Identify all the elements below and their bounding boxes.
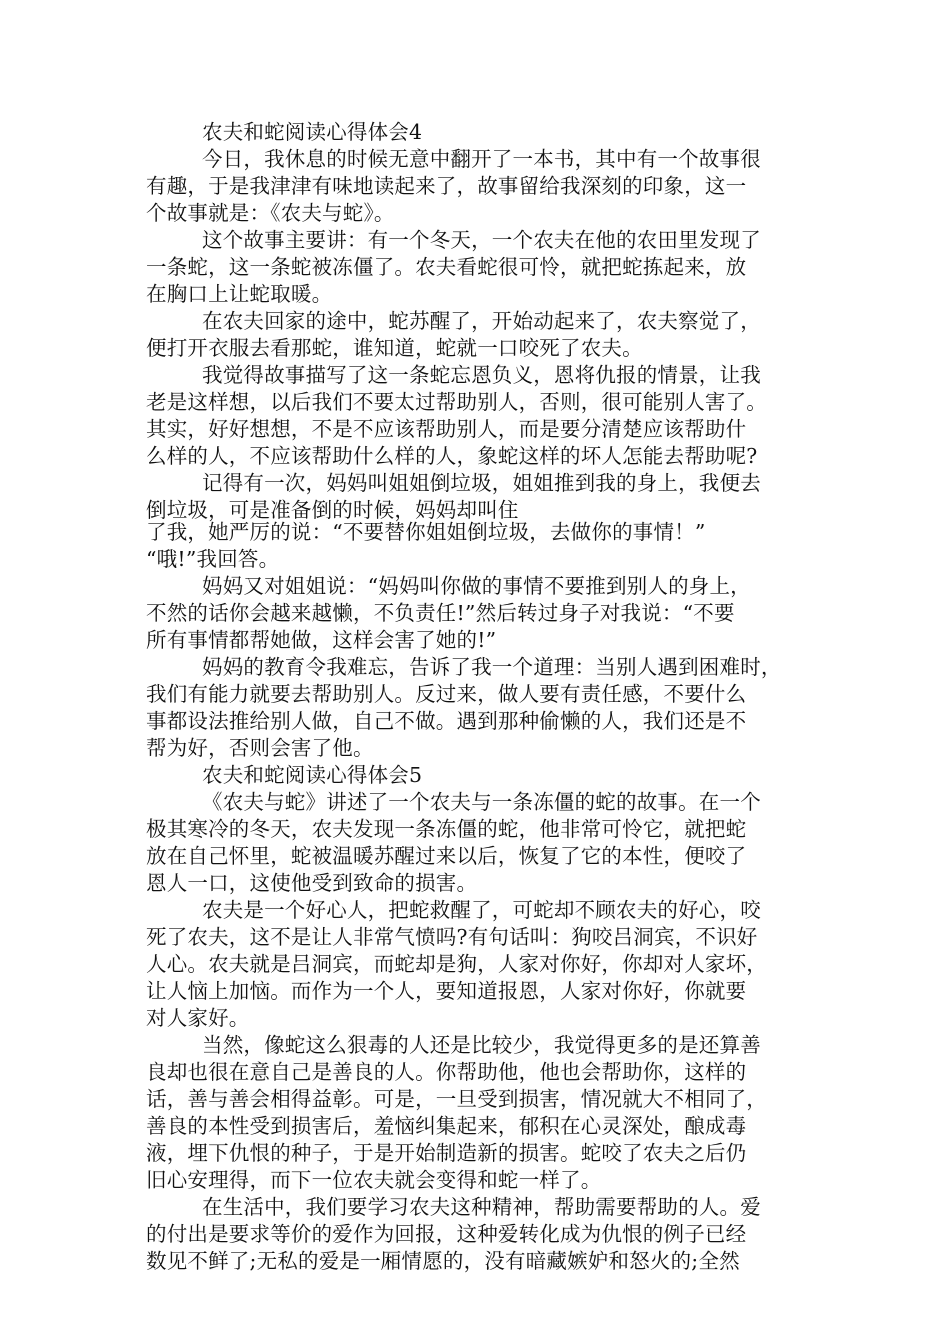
text-line: 放在自己怀里，蛇被温暖苏醒过来以后，恢复了它的本性，便咬了 <box>146 844 747 868</box>
text-line: 个故事就是：《农夫与蛇》。 <box>146 201 395 225</box>
text-line: 良却也很在意自己是善良的人。你帮助他，他也会帮助你，这样的 <box>146 1060 747 1084</box>
text-line: 极其寒冷的冬天，农夫发现一条冻僵的蛇，他非常可怜它，就把蛇 <box>146 817 747 841</box>
text-line: 在生活中，我们要学习农夫这种精神，帮助需要帮助的人。爱 <box>202 1195 761 1219</box>
text-line: 的付出是要求等价的爱作为回报，这种爱转化成为仇恨的例子已经 <box>146 1222 747 1246</box>
text-line: 在胸口上让蛇取暖。 <box>146 282 333 306</box>
text-line: 了我，她严厉的说：“不要替你姐姐倒垃圾，去做你的事情！” <box>146 520 706 544</box>
text-line: 妈妈又对姐姐说：“妈妈叫你做的事情不要推到别人的身上， <box>202 574 751 598</box>
text-line: 么样的人，不应该帮助什么样的人，象蛇这样的坏人怎能去帮助呢? <box>146 444 758 468</box>
text-line: 在农夫回家的途中，蛇苏醒了，开始动起来了，农夫察觉了， <box>202 309 761 333</box>
text-line: 恩人一口，这使他受到致命的损害。 <box>146 871 478 895</box>
text-block-2 <box>146 519 836 1275</box>
text-block-1 <box>146 119 836 524</box>
text-line: 倒垃圾，可是准备倒的时候，妈妈却叫住 <box>146 498 519 522</box>
text-line: 帮为好，否则会害了他。 <box>146 736 374 760</box>
text-line: 对人家好。 <box>146 1006 250 1030</box>
text-line: 话，善与善会相得益彰。可是，一旦受到损害，情况就大不相同了， <box>146 1087 767 1111</box>
text-line: 所有事情都帮她做，这样会害了她的!” <box>146 628 497 652</box>
text-line: 人心。农夫就是吕洞宾，而蛇却是狗，人家对你好，你却对人家坏， <box>146 952 767 976</box>
text-line: 这个故事主要讲：有一个冬天，一个农夫在他的农田里发现了 <box>202 228 761 252</box>
text-line: 不然的话你会越来越懒，不负责任!”然后转过身子对我说：“不要 <box>146 601 735 625</box>
text-line: 今日，我休息的时候无意中翻开了一本书，其中有一个故事很 <box>202 147 761 171</box>
text-line: 妈妈的教育令我难忘，告诉了我一个道理：当别人遇到困难时， <box>202 655 782 679</box>
text-line: “哦!”我回答。 <box>146 547 280 571</box>
text-line: 有趣，于是我津津有味地读起来了，故事留给我深刻的印象，这一 <box>146 174 747 198</box>
text-line: 善良的本性受到损害后，羞恼纠集起来，郁积在心灵深处，酿成毒 <box>146 1114 747 1138</box>
text-line: 我们有能力就要去帮助别人。反过来，做人要有责任感，不要什么 <box>146 682 747 706</box>
text-line: 数见不鲜了;无私的爱是一厢情愿的，没有暗藏嫉妒和怒火的;全然 <box>146 1249 740 1273</box>
text-line: 便打开衣服去看那蛇，谁知道，蛇就一口咬死了农夫。 <box>146 336 643 360</box>
text-line: 让人恼上加恼。而作为一个人，要知道报恩，人家对你好，你就要 <box>146 979 747 1003</box>
text-line: 我觉得故事描写了这一条蛇忘恩负义，恩将仇报的情景，让我 <box>202 363 761 387</box>
text-line: 当然，像蛇这么狠毒的人还是比较少，我觉得更多的是还算善 <box>202 1033 761 1057</box>
text-line: 液，埋下仇恨的种子，于是开始制造新的损害。蛇咬了农夫之后仍 <box>146 1141 747 1165</box>
text-line: 农夫是一个好心人，把蛇救醒了，可蛇却不顾农夫的好心，咬 <box>202 898 761 922</box>
text-line: 一条蛇，这一条蛇被冻僵了。农夫看蛇很可怜，就把蛇拣起来，放 <box>146 255 747 279</box>
text-line: 《农夫与蛇》讲述了一个农夫与一条冻僵的蛇的故事。在一个 <box>202 790 761 814</box>
text-line: 旧心安理得，而下一位农夫就会变得和蛇一样了。 <box>146 1168 602 1192</box>
text-line: 记得有一次，妈妈叫姐姐倒垃圾，姐姐推到我的身上，我便去 <box>202 471 761 495</box>
text-line: 老是这样想，以后我们不要太过帮助别人，否则，很可能别人害了。 <box>146 390 767 414</box>
text-line: 事都设法推给别人做，自己不做。遇到那种偷懒的人，我们还是不 <box>146 709 747 733</box>
text-line: 农夫和蛇阅读心得体会5 <box>202 763 423 787</box>
text-line: 农夫和蛇阅读心得体会4 <box>202 120 423 144</box>
text-line: 死了农夫，这不是让人非常气愤吗?有句话叫：狗咬吕洞宾，不识好 <box>146 925 758 949</box>
text-line: 其实，好好想想，不是不应该帮助别人，而是要分清楚应该帮助什 <box>146 417 747 441</box>
